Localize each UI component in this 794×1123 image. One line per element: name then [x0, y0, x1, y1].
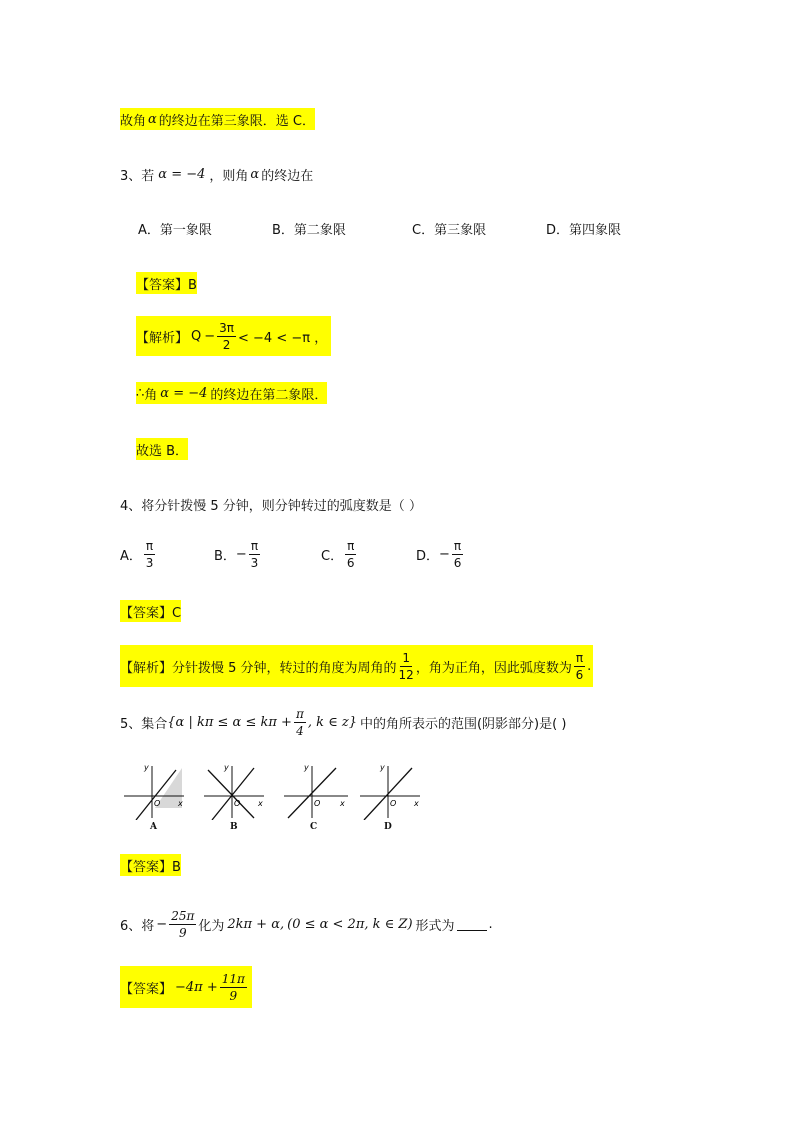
condition: α = −4	[158, 166, 206, 182]
option-label: C．	[321, 549, 344, 564]
fraction	[294, 708, 306, 737]
option-b	[272, 219, 346, 238]
sign: −	[439, 547, 450, 562]
denominator: 6	[453, 556, 462, 570]
q4-option-a	[120, 540, 157, 569]
axis-label: y	[380, 763, 385, 772]
question-6-stem	[120, 904, 493, 944]
minus-sign: −	[156, 916, 168, 932]
set-expression: {α | kπ ≤ α ≤ kπ +	[167, 714, 292, 730]
axis-label: x	[178, 799, 183, 808]
fraction	[169, 910, 196, 939]
fraction	[217, 322, 236, 351]
answer-blank[interactable]	[457, 918, 487, 931]
numerator: 1	[402, 650, 410, 665]
fraction	[345, 540, 356, 569]
q4-option-c	[321, 540, 358, 569]
text: ，角为正角，因此弧度数为	[415, 660, 572, 676]
text: 故选 B．	[136, 443, 189, 459]
option-c	[412, 219, 486, 238]
prev-answer-conclusion	[120, 108, 315, 130]
denominator: 6	[346, 556, 355, 570]
fraction	[220, 973, 247, 1002]
answer-text: 【答案】B	[120, 859, 181, 875]
question-3-stem	[120, 164, 313, 184]
axis-label: x	[258, 799, 263, 808]
set-expression: , k ∈ z}	[307, 714, 357, 730]
origin-label: O	[234, 799, 241, 808]
denominator: 12	[398, 667, 414, 682]
question-3-choice	[136, 438, 188, 460]
axis-label: y	[224, 763, 229, 772]
option-text: D．第四象限	[546, 223, 622, 238]
alpha-symbol: α	[148, 111, 157, 127]
figure-b	[202, 760, 268, 820]
figure-a	[122, 760, 188, 820]
text: 的终边在	[261, 168, 314, 184]
option-text: B．第二象限	[272, 223, 346, 238]
condition: (0 ≤ α < 2π, k ∈ Z)	[287, 916, 413, 932]
analysis-label: 【解析】	[136, 330, 189, 346]
sign: −	[235, 547, 247, 562]
answer-label: 【答案】	[120, 981, 173, 997]
answer-expression: −4π +	[175, 979, 218, 995]
figure-label: A	[150, 822, 157, 832]
numerator: π	[575, 650, 584, 665]
text: ，则角	[209, 168, 249, 184]
option-a	[138, 219, 212, 238]
option-label: D．	[416, 549, 440, 564]
numerator: π	[250, 539, 259, 553]
text: 中的角所表示的范围(阴影部分)是( )	[359, 716, 567, 732]
axis-label: x	[340, 799, 345, 808]
because-symbol: Q	[191, 328, 202, 344]
figure-label: D	[384, 822, 392, 832]
answer-text: 【答案】C	[120, 605, 182, 621]
question-number: 6、将	[120, 918, 155, 934]
text: 角	[144, 387, 158, 403]
text: 的终边在第二象限．	[210, 387, 328, 403]
denominator: 3	[250, 556, 259, 570]
q4-option-d	[416, 540, 465, 569]
denominator: 3	[145, 556, 154, 570]
denominator: 6	[575, 667, 584, 682]
axis-label: x	[414, 799, 419, 808]
alpha-symbol: α	[250, 166, 260, 182]
question-5-answer	[120, 854, 181, 876]
fraction	[452, 540, 463, 569]
numerator: π	[453, 539, 462, 553]
denominator: 2	[222, 337, 231, 352]
axis-label: y	[144, 763, 149, 772]
therefore-symbol: ∴	[136, 385, 145, 401]
numerator: 11π	[221, 971, 245, 986]
question-4-answer	[120, 600, 181, 622]
origin-label: O	[390, 799, 397, 808]
origin-label: O	[314, 799, 321, 808]
question-number: 5、集合	[120, 716, 168, 732]
fraction	[399, 652, 414, 681]
fraction	[574, 652, 585, 681]
option-text: C．第三象限	[412, 223, 487, 238]
axis-label: y	[304, 763, 309, 772]
question-6-answer	[120, 966, 252, 1008]
numerator: 3π	[219, 320, 235, 335]
option-text: A．第一象限	[138, 223, 212, 238]
condition: α = −4	[160, 385, 208, 401]
numerator: π	[347, 539, 355, 553]
text: 的终边在第三象限．选 C．	[158, 113, 316, 129]
text: 4、将分针拨慢 5 分钟，则分钟转过的弧度数是（ ）	[120, 498, 422, 514]
origin-label: O	[154, 799, 161, 808]
question-3-therefore	[136, 382, 327, 404]
denominator: 9	[229, 988, 238, 1003]
text: .	[587, 658, 592, 674]
figure-label: C	[310, 822, 318, 832]
numerator: π	[145, 539, 154, 553]
fraction	[144, 540, 155, 569]
figure-label: B	[230, 822, 238, 832]
denominator: 4	[296, 723, 304, 738]
numerator: π	[295, 706, 304, 721]
option-label: A．	[120, 549, 142, 564]
question-3-analysis	[136, 316, 331, 356]
option-d	[546, 219, 621, 238]
q4-option-b	[214, 540, 262, 569]
question-4-analysis	[120, 645, 593, 687]
question-number: 3、若	[120, 168, 155, 184]
question-3-answer	[136, 272, 197, 294]
question-5-stem	[120, 704, 566, 740]
text: 形式为	[415, 918, 455, 934]
form-expression: 2kπ + α,	[227, 916, 285, 932]
text: 化为	[198, 918, 225, 934]
denominator: 9	[178, 925, 187, 940]
question-4-stem	[120, 494, 422, 514]
figure-c	[282, 760, 352, 820]
figure-d	[358, 760, 424, 820]
text: 故角	[120, 113, 147, 129]
text: .	[488, 916, 493, 932]
text: 【解析】分针拨慢 5 分钟，转过的角度为周角的	[120, 660, 397, 676]
fraction	[249, 540, 260, 569]
minus-sign: −	[204, 328, 216, 344]
answer-text: 【答案】B	[136, 277, 197, 293]
numerator: 25π	[171, 908, 195, 923]
option-label: B．	[214, 549, 236, 564]
text: < −4 < −π ，	[238, 330, 328, 346]
